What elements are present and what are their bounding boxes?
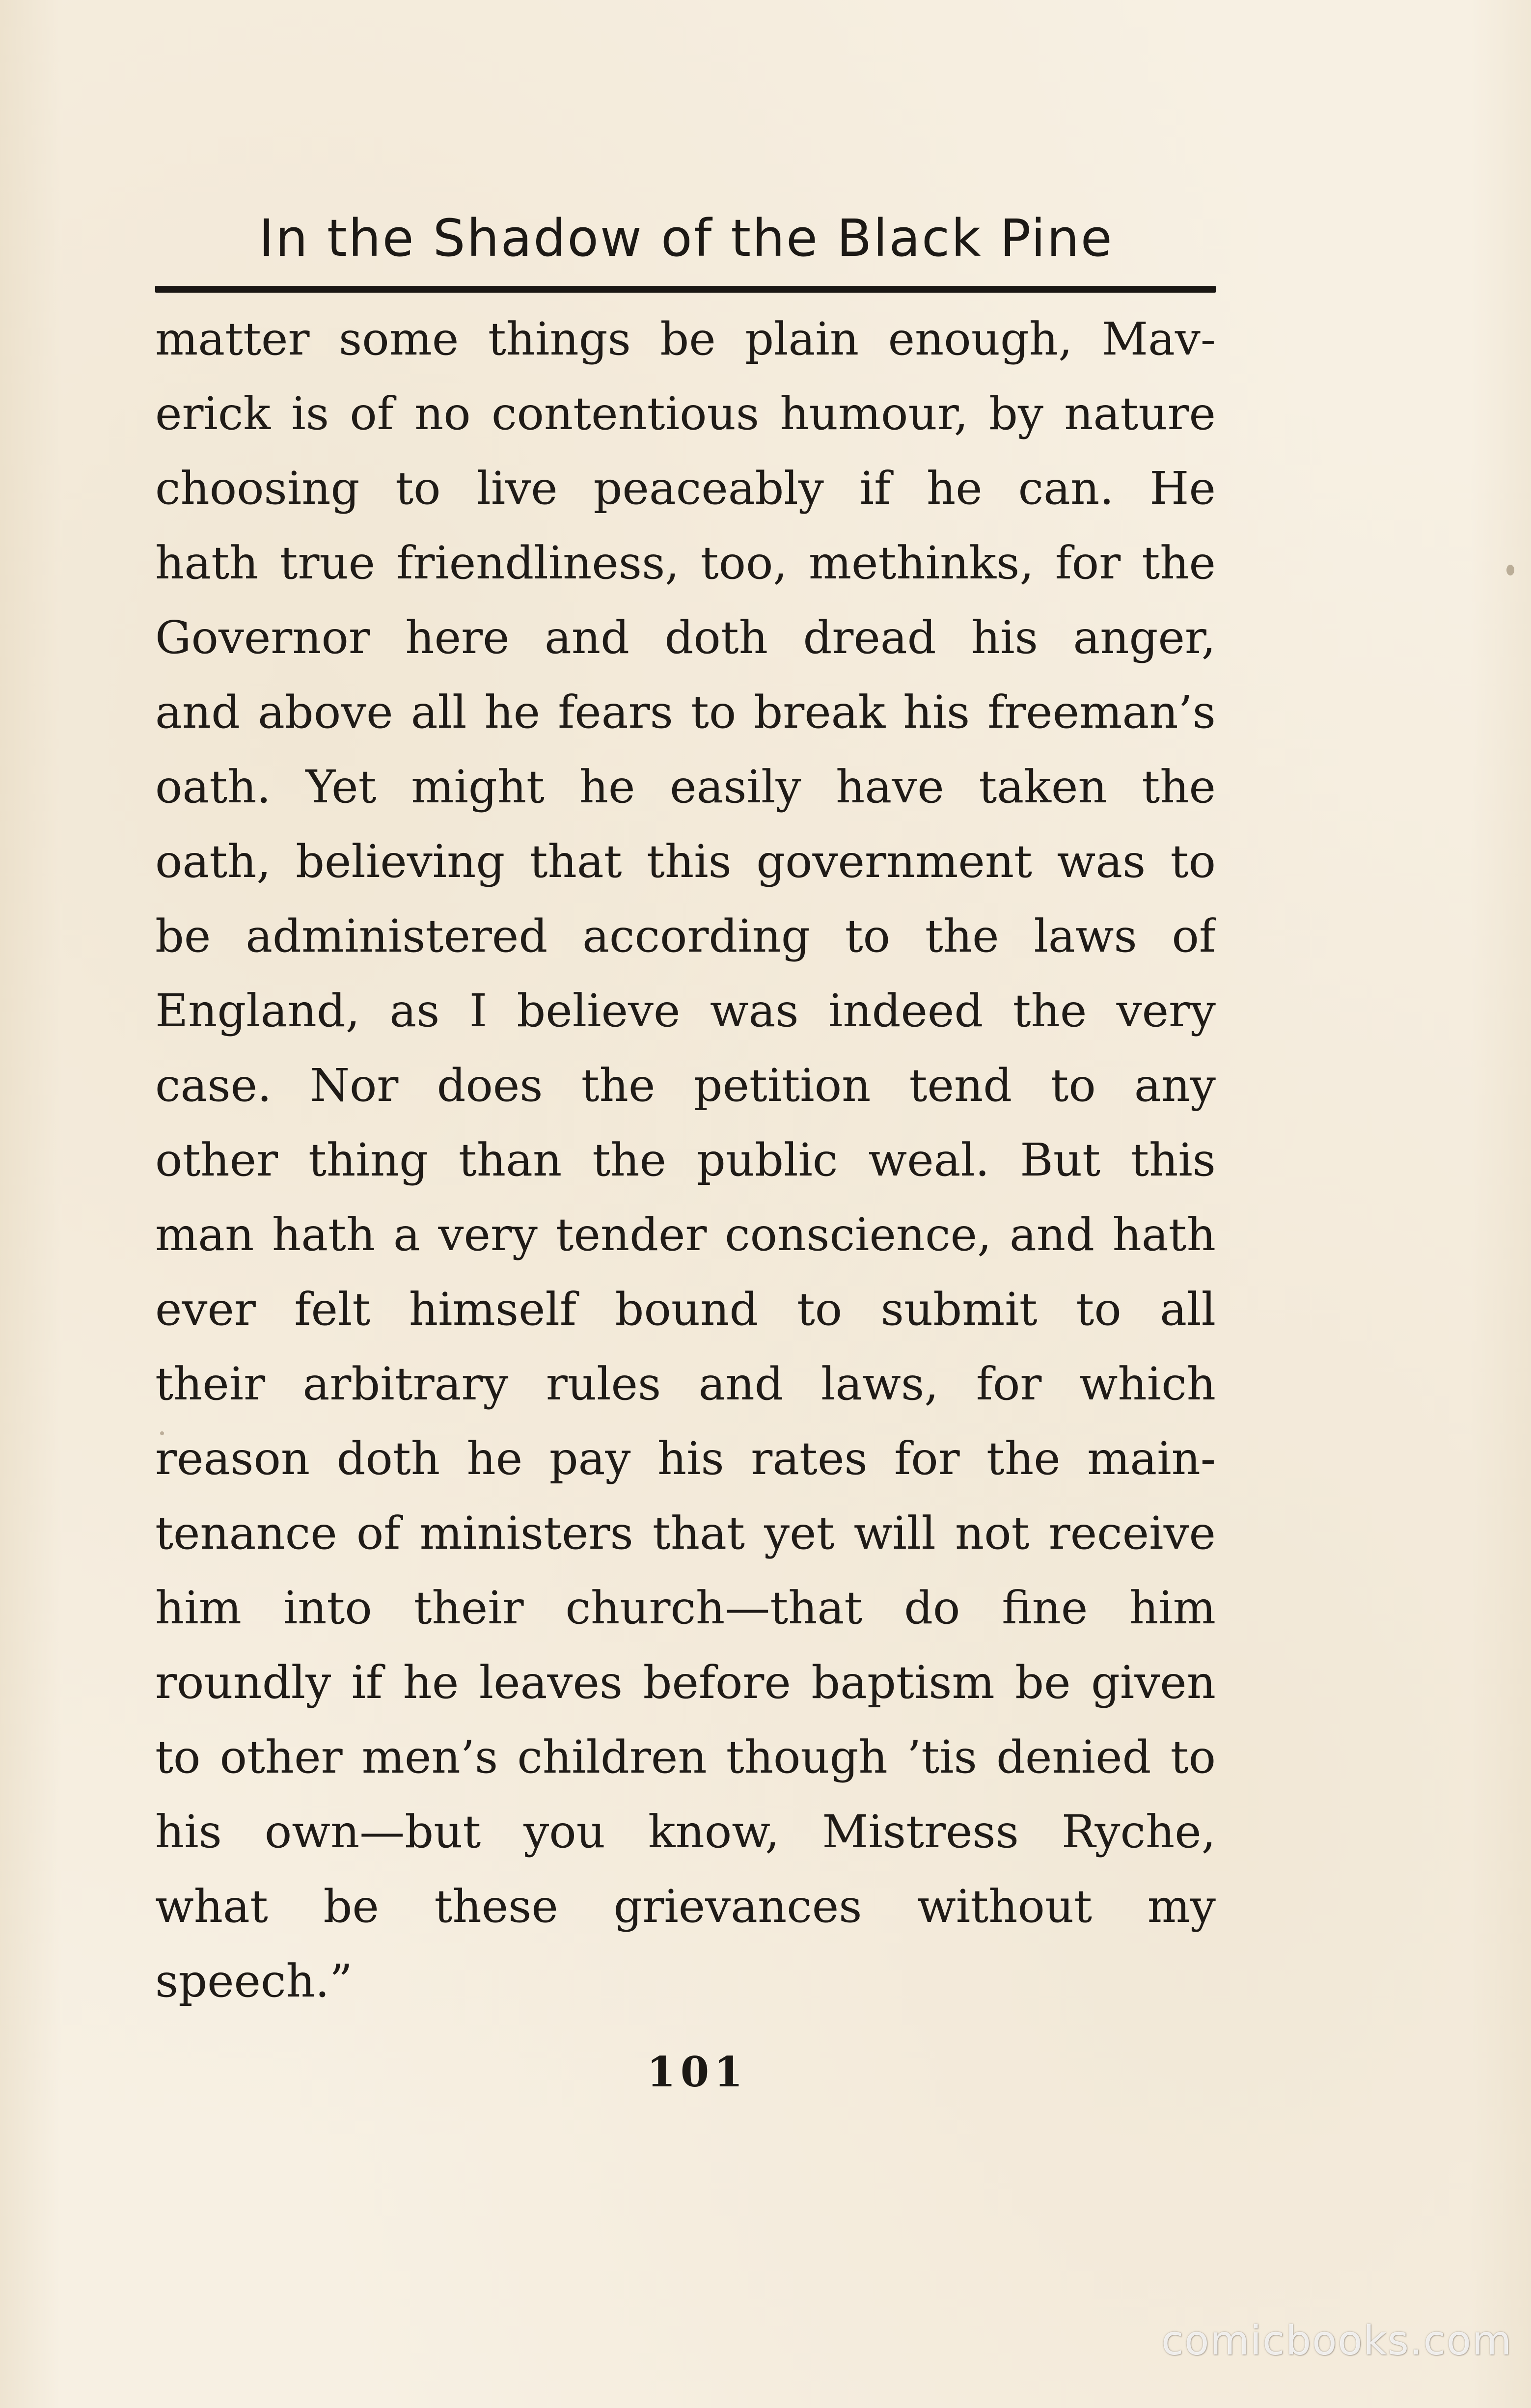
- text-line: England, as I believe was indeed the very: [155, 985, 1216, 1037]
- text-line: case. Nor does the petition tend to any: [155, 1059, 1216, 1112]
- text-line: hath true friendliness, too, methinks, for the: [155, 537, 1216, 589]
- paper-speck: [160, 1431, 164, 1435]
- text-line: his own—but you know, Mistress Ryche,: [155, 1806, 1216, 1858]
- text-line: what be these grievances without my: [155, 1880, 1216, 1933]
- text-line: to other men’s children though ’tis denied to: [155, 1731, 1216, 1783]
- text-line: him into their church—that do fine him: [155, 1582, 1216, 1634]
- text-line: choosing to live peaceably if he can. He: [155, 462, 1216, 515]
- text-line: matter some things be plain enough, Mav-: [155, 313, 1216, 365]
- header-rule: [155, 286, 1216, 293]
- watermark: comicbooks.com: [1161, 2318, 1512, 2364]
- text-line: tenance of ministers that yet will not receive: [155, 1507, 1216, 1560]
- body-text: [155, 302, 1216, 2019]
- text-line: be administered according to the laws of: [155, 910, 1216, 962]
- text-line: their arbitrary rules and laws, for which: [155, 1358, 1216, 1410]
- text-line: ever felt himself bound to submit to all: [155, 1283, 1216, 1336]
- running-head: In the Shadow of the Black Pine: [259, 208, 1114, 268]
- text-line: oath. Yet might he easily have taken the: [155, 761, 1216, 813]
- page-number: 101: [647, 2048, 748, 2096]
- text-line: oath, believing that this government was to: [155, 835, 1216, 888]
- text-line: other thing than the public weal. But this: [155, 1134, 1216, 1186]
- text-line: man hath a very tender conscience, and hath: [155, 1208, 1216, 1261]
- text-line: erick is of no contentious humour, by nature: [155, 387, 1216, 440]
- text-line: and above all he fears to break his freeman’s: [155, 686, 1216, 739]
- text-line: roundly if he leaves before baptism be given: [155, 1656, 1216, 1709]
- text-line: speech.”: [155, 1955, 353, 2007]
- text-line: Governor here and doth dread his anger,: [155, 611, 1216, 664]
- text-line: reason doth he pay his rates for the main-: [155, 1432, 1216, 1485]
- paper-speck: [1506, 565, 1514, 575]
